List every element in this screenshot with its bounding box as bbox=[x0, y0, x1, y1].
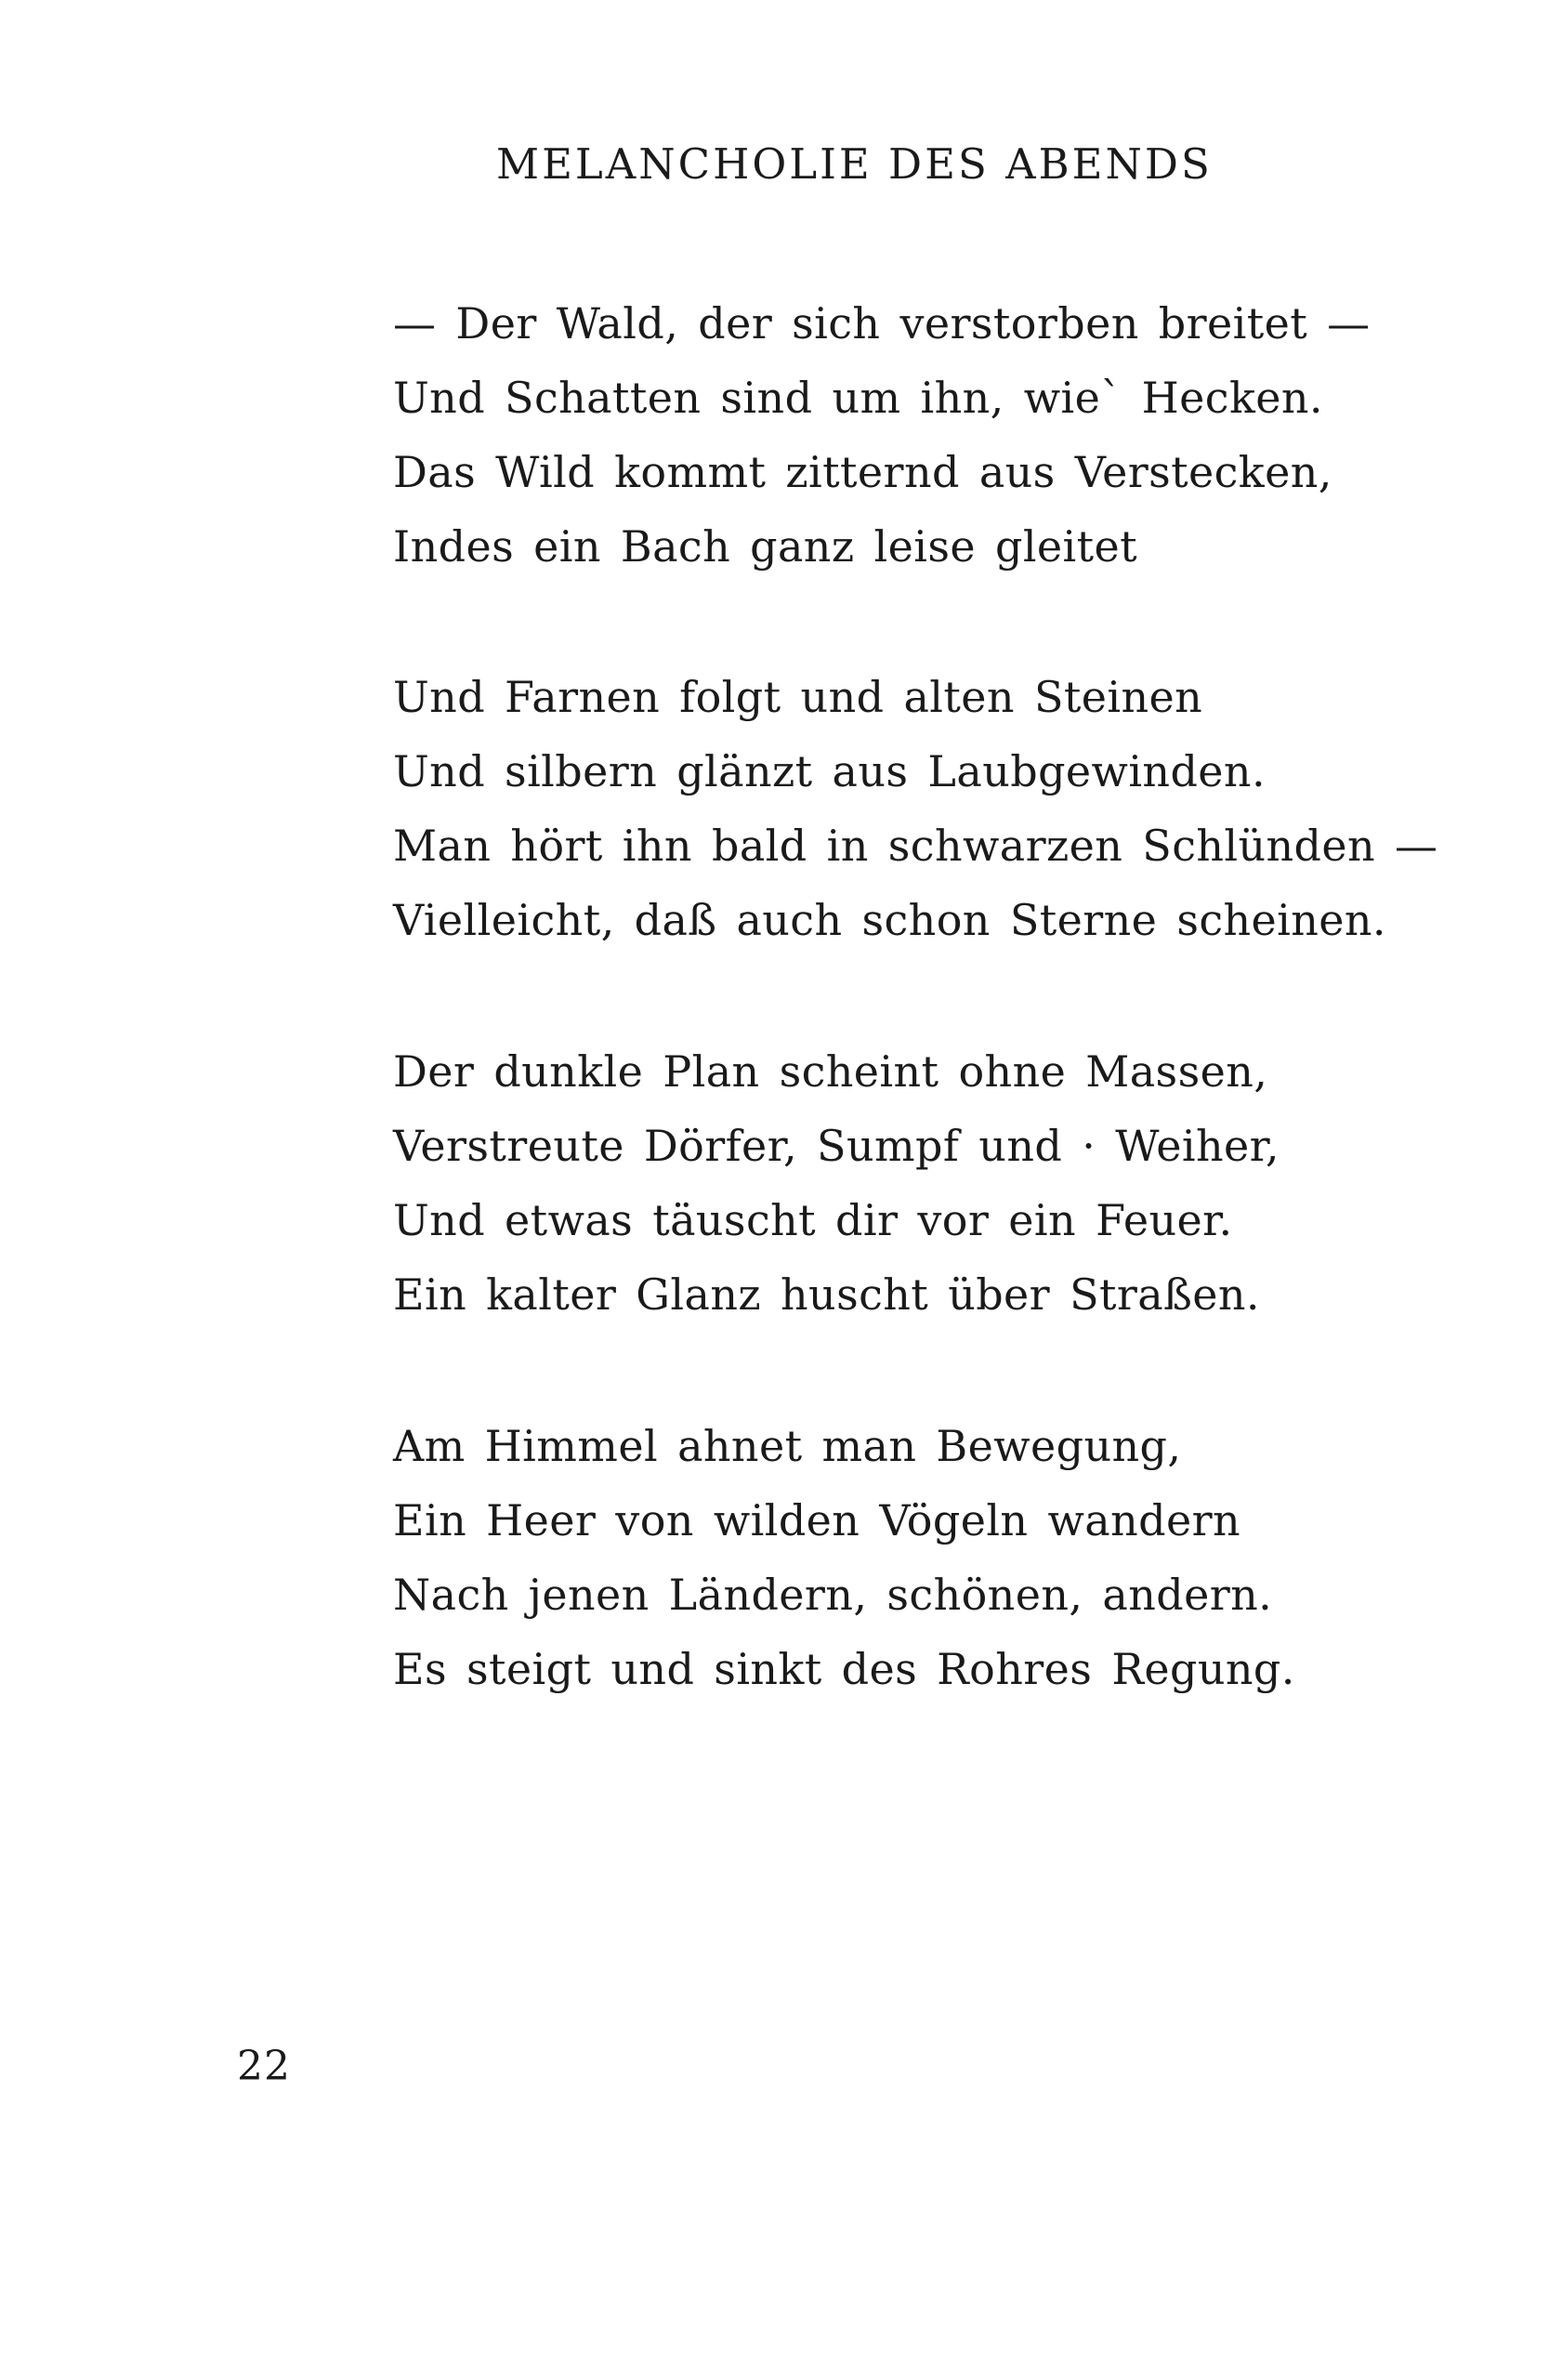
verse-line: Ein kalter Glanz huscht über Straßen. bbox=[393, 1269, 1260, 1320]
verse-line: Indes ein Bach ganz leise gleitet bbox=[393, 521, 1138, 572]
verse-line: Das Wild kommt zitternd aus Verstecken, bbox=[393, 447, 1332, 497]
stanza-1 bbox=[393, 286, 1415, 584]
verse-line: Nach jenen Ländern, schönen, andern. bbox=[393, 1570, 1273, 1620]
verse-line: Am Himmel ahnet man Bewegung, bbox=[393, 1421, 1182, 1471]
verse-line: Und Farnen folgt und alten Steinen bbox=[393, 672, 1203, 722]
stanza-2 bbox=[393, 660, 1438, 957]
verse-line: — Der Wald, der sich verstorben breitet — bbox=[393, 298, 1371, 348]
stanza-4 bbox=[393, 1409, 1415, 1706]
verse-line: Und silbern glänzt aus Laubgewinden. bbox=[393, 746, 1266, 796]
verse-line: Man hört ihn bald in schwarzen Schlünden — bbox=[393, 821, 1438, 871]
stanza-3 bbox=[393, 1034, 1415, 1332]
verse-line: Und etwas täuscht dir vor ein Feuer. bbox=[393, 1195, 1233, 1245]
verse-line: Es steigt und sinkt des Rohres Regung. bbox=[393, 1644, 1295, 1694]
poem-title: MELANCHOLIE DES ABENDS bbox=[496, 139, 1213, 189]
verse-line: Und Schatten sind um ihn, wie` Hecken. bbox=[393, 373, 1323, 423]
page-number: 22 bbox=[237, 2043, 291, 2090]
verse-line: Der dunkle Plan scheint ohne Massen, bbox=[393, 1046, 1268, 1097]
verse-line: Verstreute Dörfer, Sumpf und · Weiher, bbox=[393, 1121, 1280, 1171]
verse-line: Vielleicht, daß auch schon Sterne scheinen. bbox=[393, 895, 1386, 945]
verse-line: Ein Heer von wilden Vögeln wandern bbox=[393, 1495, 1240, 1545]
